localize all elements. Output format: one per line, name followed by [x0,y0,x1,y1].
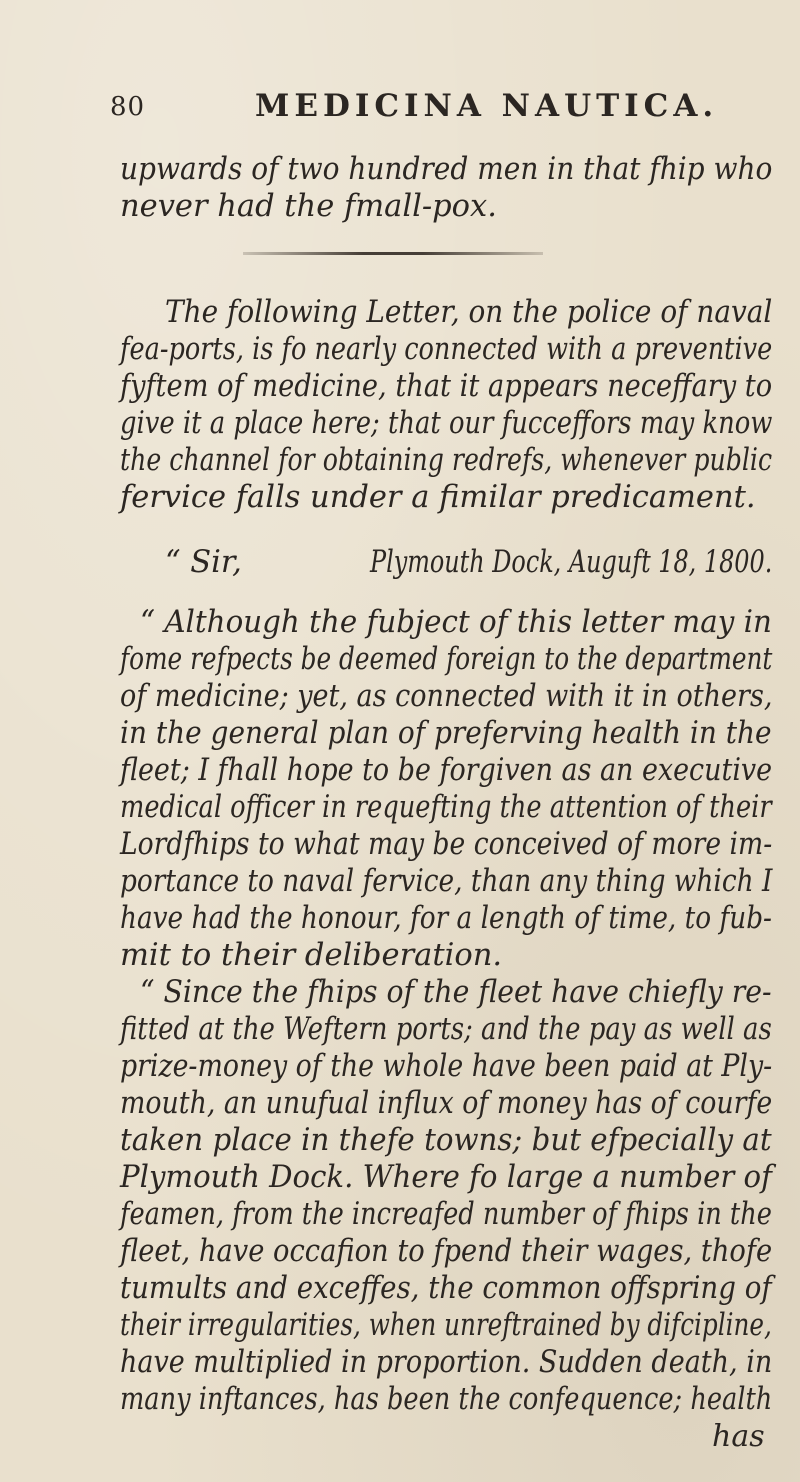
text-line: fitted at the Weftern ports; and the pay as well as [120,1012,772,1047]
running-title: MEDICINA NAUTICA. [255,88,719,124]
text-line: fleet, have occafion to fpend their wages, thofe [120,1234,773,1269]
text-line: in the general plan of preferving health in the [120,716,772,751]
text-line: medical officer in requefting the attention of their [120,790,772,825]
text-line: The following Letter, on the police of naval [165,295,773,330]
text-line: mit to their deliberation. [120,938,503,973]
text-line: their irregularities, when unreftrained by difcipline, [120,1308,772,1343]
text-line: fome refpects be deemed foreign to the department [120,642,773,677]
text-line: many inftances, has been the confequence; health [120,1382,773,1417]
text-line: Plymouth Dock. Where fo large a number of [120,1160,772,1195]
text-line: have had the honour, for a length of time, to fub- [120,901,772,936]
text-line: upwards of two hundred men in that fhip who [120,152,773,187]
text-line: “ Since the fhips of the fleet have chiefly re- [140,975,772,1010]
text-line: give it a place here; that our fucceffors may know [120,406,773,441]
letter-dateline: Plymouth Dock, Auguft 18, 1800. [370,545,773,580]
text-line: “ Although the fubject of this letter may in [140,605,772,640]
text-line: the channel for obtaining redrefs, whenever public [120,443,773,478]
text-line: fyftem of medicine, that it appears neceffary to [120,369,773,404]
text-line: Lordfhips to what may be conceived of more im- [120,827,773,862]
page-header [110,88,730,128]
catchword: has [712,1419,765,1454]
text-line: fervice falls under a fimilar predicament. [120,480,756,515]
text-line: feamen, from the increafed number of fhips in the [120,1197,772,1232]
text-line: portance to naval fervice, than any thing which I [120,864,773,899]
letter-salutation: “ Sir, [165,545,242,580]
text-line: never had the fmall-pox. [120,189,497,224]
text-line: mouth, an unufual influx of money has of courfe [120,1086,773,1121]
text-line: taken place in thefe towns; but efpecially at [120,1123,772,1158]
page-number: 80 [110,92,146,122]
text-line: of medicine; yet, as connected with it in others, [120,679,773,714]
text-line: fleet; I fhall hope to be forgiven as an executive [120,753,773,788]
text-line: tumults and exceffes, the common offspring of [120,1271,772,1306]
text-line: fea-ports, is fo nearly connected with a preventive [120,332,773,367]
section-divider [243,252,543,255]
text-line: have multiplied in proportion. Sudden death, in [120,1345,773,1380]
text-line: prize-money of the whole have been paid at Ply- [120,1049,773,1084]
